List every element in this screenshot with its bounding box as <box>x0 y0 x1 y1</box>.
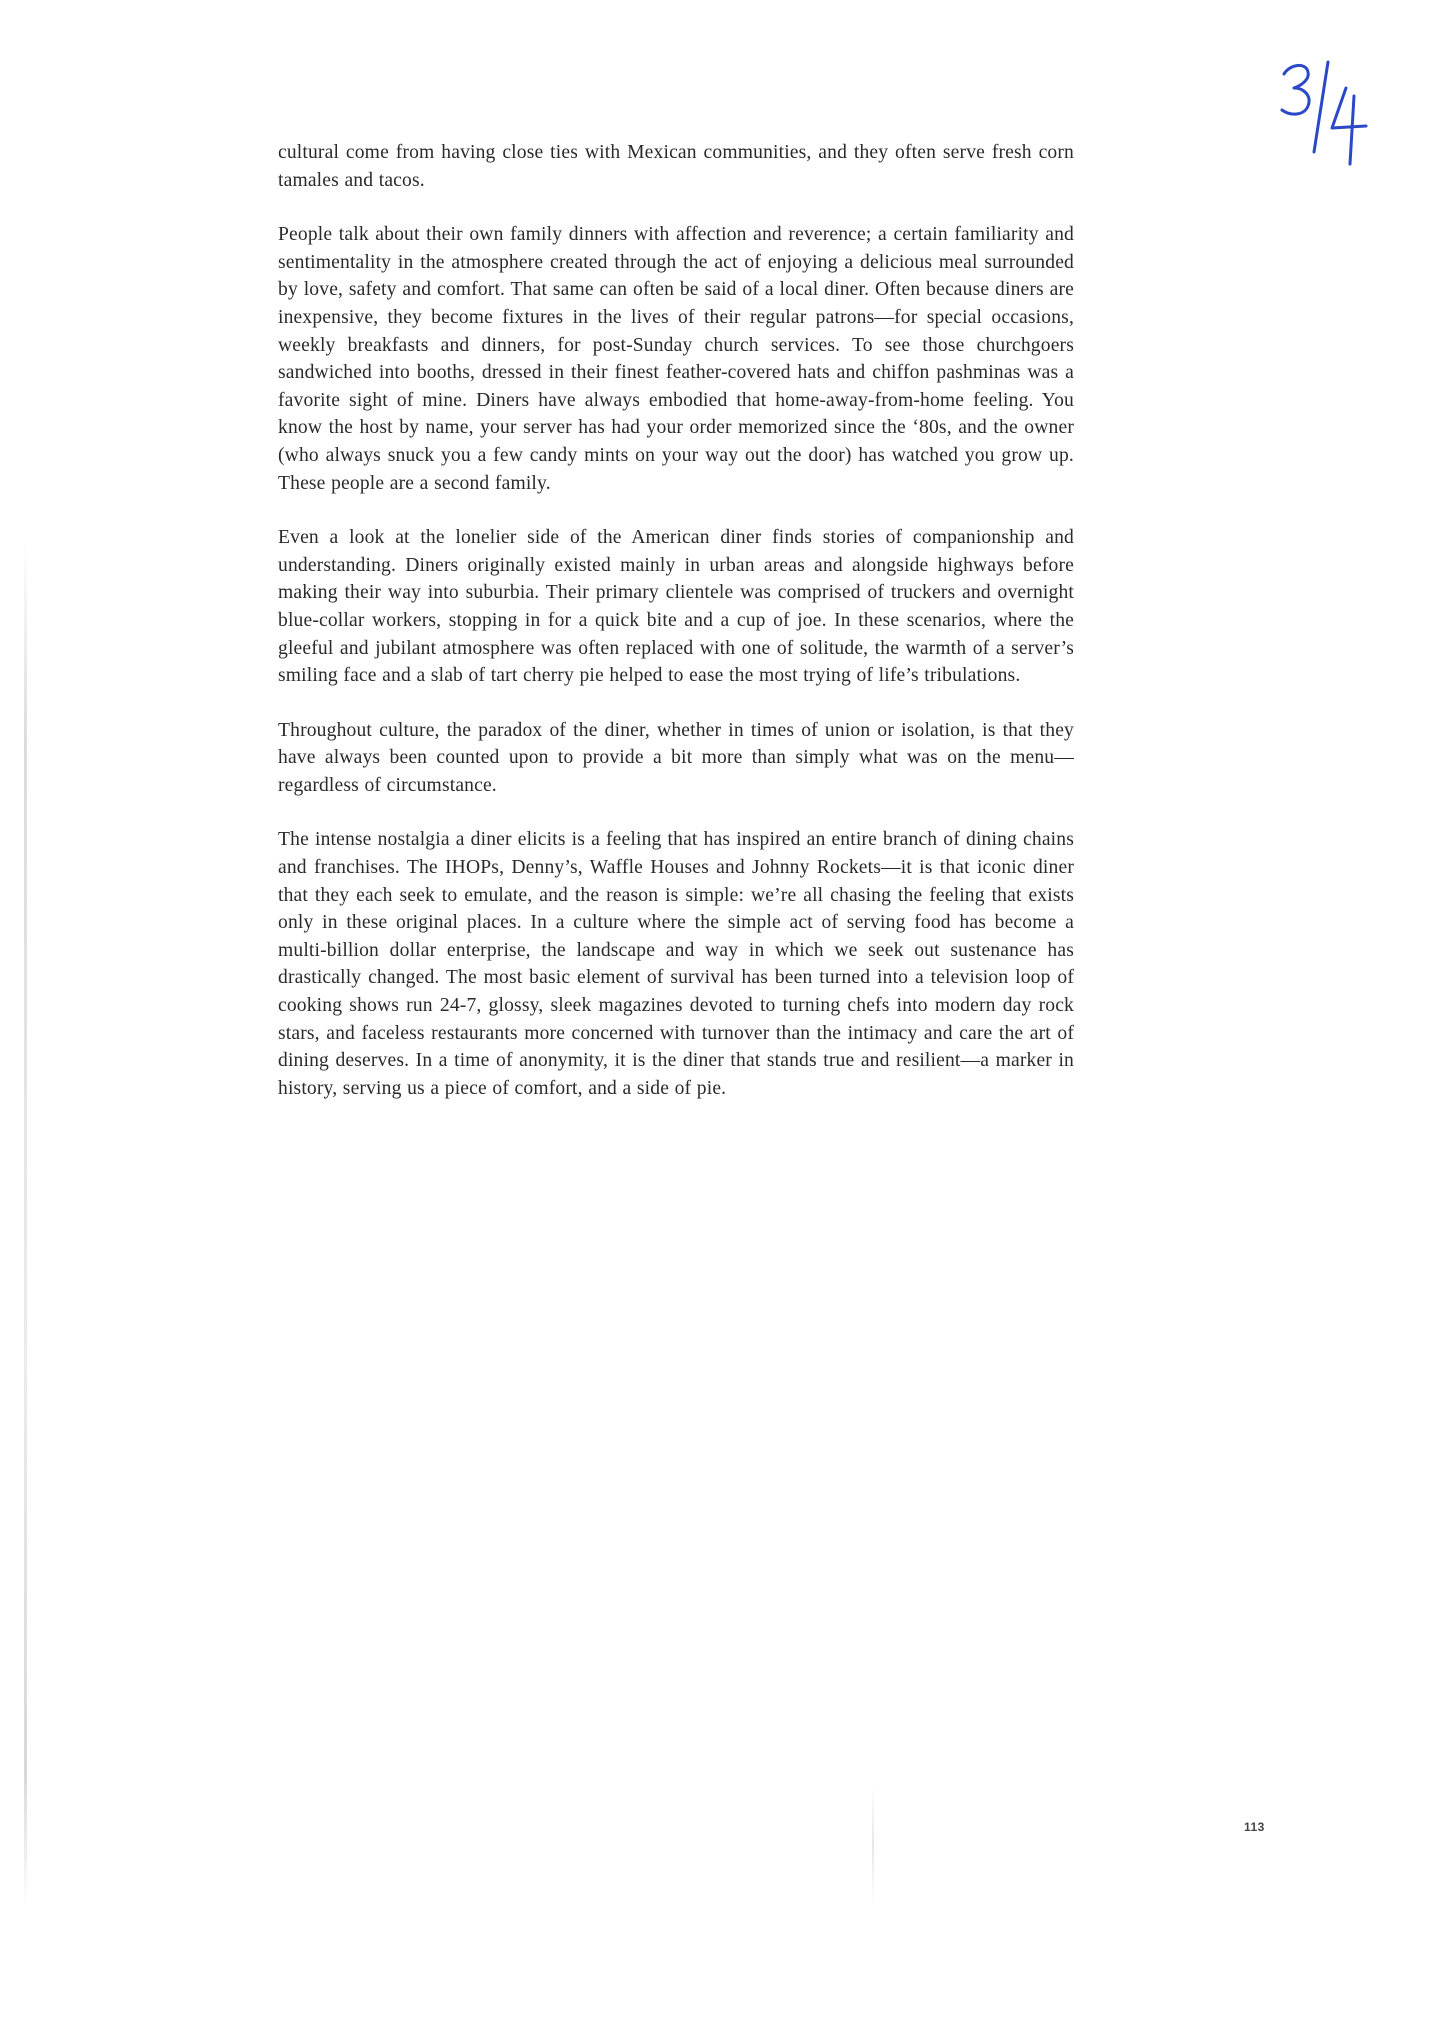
paragraph-2: People talk about their own family dinners with affection and reverence; a certain familiarity and sentimentality in the atmosphere created through the act of enjoying a delicious meal surrounded by love, safety and comfort. That same can often be said of a local diner. Often because diners are inexpensive, they become fixtures in the lives of their regular patrons—for special occasions, weekly breakfasts and dinners, for post-Sunday church services. To see those churchgoers sandwiched into booths, dressed in their finest feather-covered hats and chiffon pashminas was a favorite sight of mine. Diners have always embodied that home-away-from-home feeling. You know the host by name, your server has had your order memorized since the ‘80s, and the owner (who always snuck you a few candy mints on your way out the door) has watched you grow up. These people are a second family. <box>278 224 1074 494</box>
scan-edge-shadow <box>24 540 27 1910</box>
paragraph-3: Even a look at the lonelier side of the American diner finds stories of companionship and understanding. Diners originally existed mainly in urban areas and alongside highways before making their way into suburbia. Their primary clientele was comprised of truckers and overnight blue-collar workers, stopping in for a quick bite and a cup of joe. In these scenarios, where the gleeful and jubilant atmosphere was often replaced with one of solitude, the warmth of a server’s smiling face and a slab of tart cherry pie helped to ease the most trying of life’s tribulations. <box>278 527 1074 687</box>
handwritten-fraction-note <box>1270 52 1380 172</box>
article-body <box>278 139 1074 1129</box>
page-number: 113 <box>1244 1820 1265 1834</box>
scan-mark <box>872 1785 874 1905</box>
paragraph-4: Throughout culture, the paradox of the diner, whether in times of union or isolation, is that they have always been counted upon to provide a bit more than simply what was on the menu—regardless of circumstance. <box>278 719 1074 796</box>
paragraph-5: The intense nostalgia a diner elicits is a feeling that has inspired an entire branch of dining chains and franchises. The IHOPs, Denny’s, Waffle Houses and Johnny Rockets—it is that iconic diner that they each seek to emulate, and the reason is simple: we’re all chasing the feeling that exists only in these original places. In a culture where the simple act of serving food has become a multi-billion dollar enterprise, the landscape and way in which we seek out sustenance has drastically changed. The most basic element of survival has been turned into a television loop of cooking shows run 24-7, glossy, sleek magazines devoted to turning chefs into modern day rock stars, and faceless restaurants more concerned with turnover than the intimacy and care the art of dining deserves. In a time of anonymity, it is the diner that stands true and resilient—a marker in history, serving us a piece of comfort, and a side of pie. <box>278 829 1074 1099</box>
paragraph-1: cultural come from having close ties with Mexican communities, and they often serve fresh corn tamales and tacos. <box>278 142 1074 191</box>
